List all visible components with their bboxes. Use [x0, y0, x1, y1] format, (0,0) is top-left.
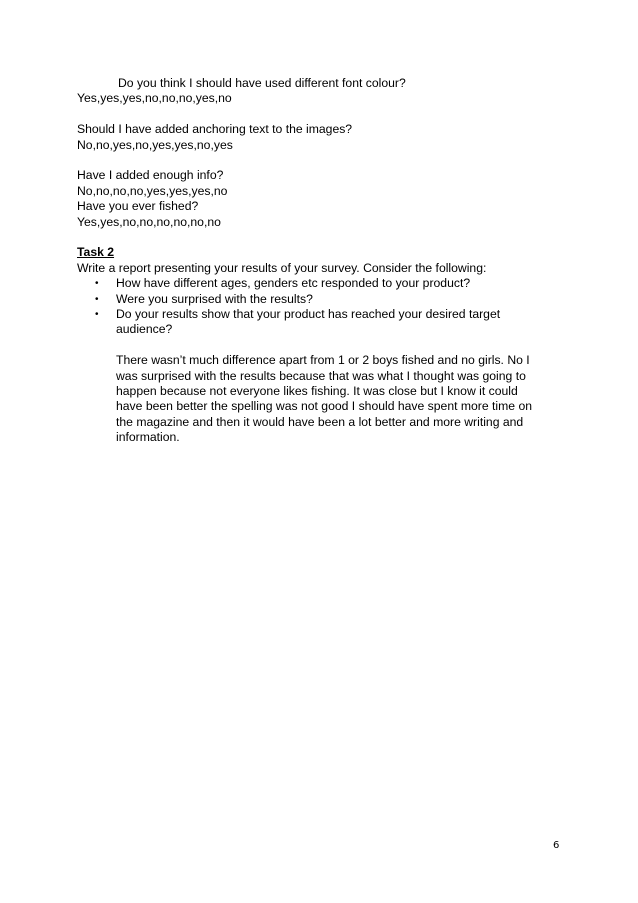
- report-answer-line: the magazine and then it would have been a lot better and more writing and: [116, 414, 524, 429]
- consideration-list: [77, 276, 577, 338]
- list-item: [77, 292, 577, 307]
- bullet-icon: •: [95, 278, 99, 290]
- bullet-icon: •: [95, 309, 99, 321]
- paragraph-gap: [77, 230, 577, 245]
- list-item-text: How have different ages, genders etc responded to your product?: [116, 276, 471, 291]
- survey-question-enough-info: Have I added enough info?: [77, 168, 224, 183]
- paragraph-gap: [77, 153, 577, 168]
- list-item: [77, 276, 577, 291]
- report-answer-line: happen because not everyone likes fishing. It was close but I know it could: [116, 384, 518, 399]
- paragraph-gap: [77, 107, 577, 122]
- survey-question-fished: Have you ever fished?: [77, 199, 199, 214]
- list-item: [77, 307, 577, 338]
- bullet-icon: •: [95, 293, 99, 305]
- survey-answers-font-colour: Yes,yes,yes,no,no,no,yes,no: [77, 91, 232, 106]
- list-item-text: Were you surprised with the results?: [116, 291, 313, 306]
- report-answer-line: There wasn’t much difference apart from 1 or 2 boys fished and no girls. No I: [116, 353, 530, 368]
- survey-question-anchoring-text: Should I have added anchoring text to the images?: [77, 122, 353, 137]
- page-number: 6: [553, 840, 560, 851]
- survey-question-font-colour: Do you think I should have used different font colour?: [118, 76, 406, 90]
- report-answer: [77, 353, 558, 445]
- report-answer-line: information.: [116, 430, 180, 445]
- document-body: [77, 76, 577, 446]
- task-instruction: Write a report presenting your results of your survey. Consider the following:: [77, 260, 487, 275]
- task-heading: Task 2: [77, 245, 115, 260]
- survey-answers-enough-info: No,no,no,no,yes,yes,yes,no: [77, 183, 228, 198]
- survey-answers-fished: Yes,yes,no,no,no,no,no,no: [77, 214, 221, 229]
- list-item-text: Do your results show that your product has reached your desired target: [116, 307, 501, 322]
- report-answer-line: was surprised with the results because that was what I thought was going to: [116, 368, 526, 383]
- report-answer-line: have been better the spelling was not good I should have spent more time on: [116, 399, 532, 414]
- list-item-text-continued: audience?: [116, 322, 173, 337]
- survey-answers-anchoring-text: No,no,yes,no,yes,yes,no,yes: [77, 137, 233, 152]
